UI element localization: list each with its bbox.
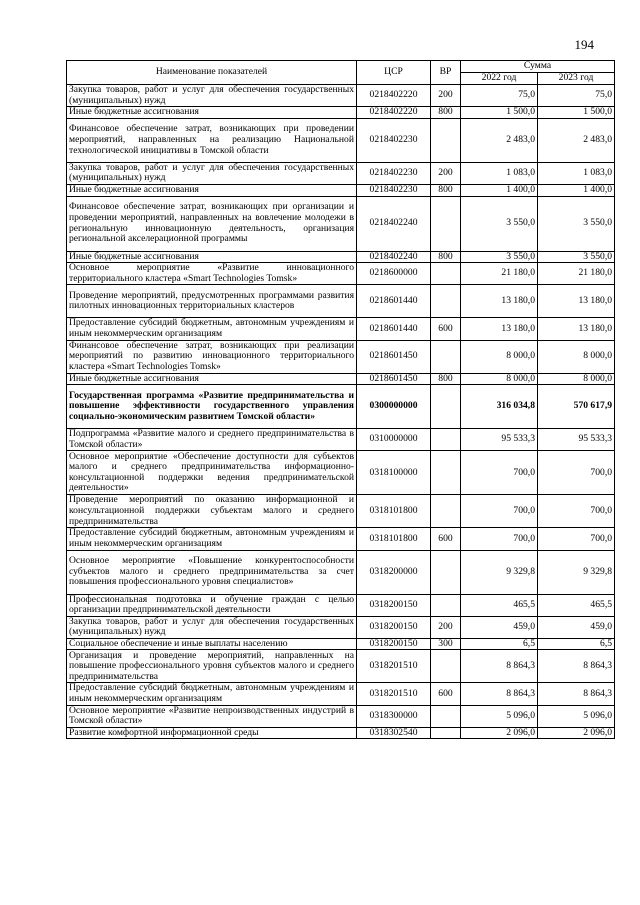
row-vr — [431, 495, 461, 528]
row-csr: 0318302540 — [357, 727, 431, 739]
page-number: 194 — [574, 37, 594, 52]
row-name: Профессиональная подготовка и обучение граждан с целью организации предпринимательской деятельности — [67, 594, 357, 616]
row-csr: 0218402230 — [357, 162, 431, 184]
row-csr: 0218402230 — [357, 118, 431, 162]
header-vr: ВР — [431, 61, 461, 85]
row-vr — [431, 705, 461, 727]
row-vr: 300 — [431, 638, 461, 650]
row-vr: 200 — [431, 162, 461, 184]
row-csr: 0318101800 — [357, 528, 431, 550]
row-amount-2023: 570 617,9 — [538, 385, 615, 429]
table-row — [67, 196, 615, 251]
row-amount-2022: 13 180,0 — [461, 285, 538, 318]
row-csr: 0218402240 — [357, 251, 431, 263]
row-amount-2022: 316 034,8 — [461, 385, 538, 429]
row-vr — [431, 263, 461, 285]
row-name: Финансовое обеспечение затрат, возникающих при организации и проведении мероприятий, направленных на вовлечение молодежи в региональную инновационную деятельность, организация региональной акселерационной программы — [67, 196, 357, 251]
row-name: Развитие комфортной информационной среды — [67, 727, 357, 739]
row-csr: 0310000000 — [357, 429, 431, 451]
row-amount-2022: 2 096,0 — [461, 727, 538, 739]
row-csr: 0218402240 — [357, 196, 431, 251]
row-amount-2023: 3 550,0 — [538, 251, 615, 263]
row-name: Социальное обеспечение и иные выплаты населению — [67, 638, 357, 650]
row-amount-2023: 3 550,0 — [538, 196, 615, 251]
row-vr — [431, 650, 461, 683]
table-row — [67, 285, 615, 318]
header-year-2022: 2022 год — [461, 73, 538, 85]
row-amount-2022: 13 180,0 — [461, 318, 538, 340]
row-csr: 0318300000 — [357, 705, 431, 727]
row-csr: 0218402230 — [357, 184, 431, 196]
row-amount-2022: 5 096,0 — [461, 705, 538, 727]
row-csr: 0318200150 — [357, 638, 431, 650]
row-name: Закупка товаров, работ и услуг для обеспечения государственных (муниципальных) нужд — [67, 85, 357, 107]
row-vr — [431, 727, 461, 739]
row-amount-2023: 700,0 — [538, 451, 615, 495]
row-amount-2023: 8 864,3 — [538, 683, 615, 705]
row-vr — [431, 285, 461, 318]
row-name: Основное мероприятие «Развитие непроизводственных индустрий в Томской области» — [67, 705, 357, 727]
row-csr: 0218601450 — [357, 373, 431, 385]
row-amount-2022: 8 864,3 — [461, 650, 538, 683]
header-name: Наименование показателей — [67, 61, 357, 85]
row-amount-2022: 700,0 — [461, 451, 538, 495]
row-vr — [431, 196, 461, 251]
row-amount-2023: 1 500,0 — [538, 107, 615, 119]
table-row — [67, 429, 615, 451]
row-name: Предоставление субсидий бюджетным, автономным учреждениям и иным некоммерческим организациям — [67, 318, 357, 340]
row-amount-2022: 700,0 — [461, 528, 538, 550]
table-row — [67, 385, 615, 429]
table-row — [67, 451, 615, 495]
row-name: Основное мероприятие «Развитие инновационного территориального кластера «Smart Technologies Tomsk» — [67, 263, 357, 285]
row-amount-2023: 13 180,0 — [538, 285, 615, 318]
header-sum: Сумма — [461, 61, 615, 73]
row-csr: 0218601450 — [357, 340, 431, 373]
row-amount-2022: 465,5 — [461, 594, 538, 616]
row-csr: 0318101800 — [357, 495, 431, 528]
row-name: Проведение мероприятий, предусмотренных программами развития пилотных инновационных территориальных кластеров — [67, 285, 357, 318]
row-csr: 0318201510 — [357, 650, 431, 683]
row-amount-2023: 13 180,0 — [538, 318, 615, 340]
row-vr: 800 — [431, 251, 461, 263]
row-csr: 0318200150 — [357, 594, 431, 616]
row-vr: 600 — [431, 683, 461, 705]
table-row — [67, 727, 615, 739]
row-amount-2022: 9 329,8 — [461, 550, 538, 594]
row-name: Иные бюджетные ассигнования — [67, 107, 357, 119]
row-amount-2023: 95 533,3 — [538, 429, 615, 451]
row-vr — [431, 340, 461, 373]
table-row — [67, 550, 615, 594]
row-amount-2022: 3 550,0 — [461, 251, 538, 263]
table-row — [67, 616, 615, 638]
row-amount-2022: 75,0 — [461, 85, 538, 107]
row-vr: 200 — [431, 85, 461, 107]
row-vr — [431, 118, 461, 162]
row-name: Закупка товаров, работ и услуг для обеспечения государственных (муниципальных) нужд — [67, 162, 357, 184]
row-vr: 600 — [431, 528, 461, 550]
table-row — [67, 683, 615, 705]
row-name: Государственная программа «Развитие предпринимательства и повышение эффективности государственного управления социально-экономическим развитием Томской области» — [67, 385, 357, 429]
row-csr: 0318200000 — [357, 550, 431, 594]
row-csr: 0218601440 — [357, 285, 431, 318]
table-row — [67, 263, 615, 285]
row-amount-2022: 8 000,0 — [461, 373, 538, 385]
table-row — [67, 650, 615, 683]
header-year-2023: 2023 год — [538, 73, 615, 85]
row-amount-2023: 700,0 — [538, 528, 615, 550]
table-row — [67, 184, 615, 196]
row-amount-2023: 8 000,0 — [538, 340, 615, 373]
row-amount-2023: 1 400,0 — [538, 184, 615, 196]
row-name: Иные бюджетные ассигнования — [67, 373, 357, 385]
table-row — [67, 340, 615, 373]
row-name: Организация и проведение мероприятий, направленных на повышение профессионального уровня субъектов малого и среднего предпринимательства — [67, 650, 357, 683]
table-body — [67, 85, 615, 739]
row-vr — [431, 594, 461, 616]
row-name: Финансовое обеспечение затрат, возникающих при реализации мероприятий по развитию инновационного территориального кластера «Smart Technologies Tomsk» — [67, 340, 357, 373]
row-name: Финансовое обеспечение затрат, возникающих при проведении мероприятий, направленных на реализацию Национальной технологической инициативы в Томской области — [67, 118, 357, 162]
row-csr: 0318200150 — [357, 616, 431, 638]
table-row — [67, 594, 615, 616]
row-amount-2022: 8 864,3 — [461, 683, 538, 705]
row-amount-2022: 2 483,0 — [461, 118, 538, 162]
row-amount-2023: 700,0 — [538, 495, 615, 528]
table-row — [67, 162, 615, 184]
table-row — [67, 373, 615, 385]
row-name: Основное мероприятие «Повышение конкурентоспособности субъектов малого и среднего предпринимательства за счет повышения профессионального уровня специалистов» — [67, 550, 357, 594]
table-row — [67, 85, 615, 107]
row-amount-2023: 2 096,0 — [538, 727, 615, 739]
row-amount-2022: 700,0 — [461, 495, 538, 528]
table-row — [67, 107, 615, 119]
row-vr: 600 — [431, 318, 461, 340]
row-amount-2023: 8 864,3 — [538, 650, 615, 683]
table-row — [67, 251, 615, 263]
row-amount-2023: 465,5 — [538, 594, 615, 616]
row-amount-2023: 1 083,0 — [538, 162, 615, 184]
row-amount-2022: 95 533,3 — [461, 429, 538, 451]
row-vr — [431, 429, 461, 451]
row-amount-2023: 6,5 — [538, 638, 615, 650]
row-name: Проведение мероприятий по оказанию информационной и консультационной поддержки субъектам малого и среднего предпринимательства — [67, 495, 357, 528]
row-amount-2022: 21 180,0 — [461, 263, 538, 285]
row-amount-2023: 21 180,0 — [538, 263, 615, 285]
row-csr: 0300000000 — [357, 385, 431, 429]
budget-table — [66, 60, 615, 739]
row-amount-2023: 8 000,0 — [538, 373, 615, 385]
row-amount-2023: 75,0 — [538, 85, 615, 107]
table-row — [67, 705, 615, 727]
row-name: Иные бюджетные ассигнования — [67, 184, 357, 196]
row-csr: 0318100000 — [357, 451, 431, 495]
row-name: Предоставление субсидий бюджетным, автономным учреждениям и иным некоммерческим организациям — [67, 683, 357, 705]
row-amount-2022: 1 083,0 — [461, 162, 538, 184]
row-csr: 0218600000 — [357, 263, 431, 285]
row-amount-2022: 1 400,0 — [461, 184, 538, 196]
row-amount-2022: 3 550,0 — [461, 196, 538, 251]
row-vr: 800 — [431, 373, 461, 385]
row-csr: 0318201510 — [357, 683, 431, 705]
row-amount-2023: 2 483,0 — [538, 118, 615, 162]
row-name: Предоставление субсидий бюджетным, автономным учреждениям и иным некоммерческим организациям — [67, 528, 357, 550]
header-csr: ЦСР — [357, 61, 431, 85]
row-vr — [431, 451, 461, 495]
row-csr: 0218601440 — [357, 318, 431, 340]
row-name: Подпрограмма «Развитие малого и среднего предпринимательства в Томской области» — [67, 429, 357, 451]
row-vr — [431, 385, 461, 429]
row-vr: 800 — [431, 107, 461, 119]
table-row — [67, 118, 615, 162]
table-row — [67, 495, 615, 528]
row-name: Иные бюджетные ассигнования — [67, 251, 357, 263]
row-amount-2022: 6,5 — [461, 638, 538, 650]
row-amount-2023: 9 329,8 — [538, 550, 615, 594]
row-vr: 800 — [431, 184, 461, 196]
row-name: Закупка товаров, работ и услуг для обеспечения государственных (муниципальных) нужд — [67, 616, 357, 638]
row-amount-2022: 1 500,0 — [461, 107, 538, 119]
row-csr: 0218402220 — [357, 107, 431, 119]
row-amount-2022: 8 000,0 — [461, 340, 538, 373]
row-vr: 200 — [431, 616, 461, 638]
table-row — [67, 638, 615, 650]
row-amount-2022: 459,0 — [461, 616, 538, 638]
row-amount-2023: 459,0 — [538, 616, 615, 638]
row-name: Основное мероприятие «Обеспечение доступности для субъектов малого и среднего предпринимательства информационно-консультационной поддержки ведения предпринимательской деятельности» — [67, 451, 357, 495]
table-row — [67, 318, 615, 340]
row-vr — [431, 550, 461, 594]
row-amount-2023: 5 096,0 — [538, 705, 615, 727]
row-csr: 0218402220 — [357, 85, 431, 107]
table-row — [67, 528, 615, 550]
